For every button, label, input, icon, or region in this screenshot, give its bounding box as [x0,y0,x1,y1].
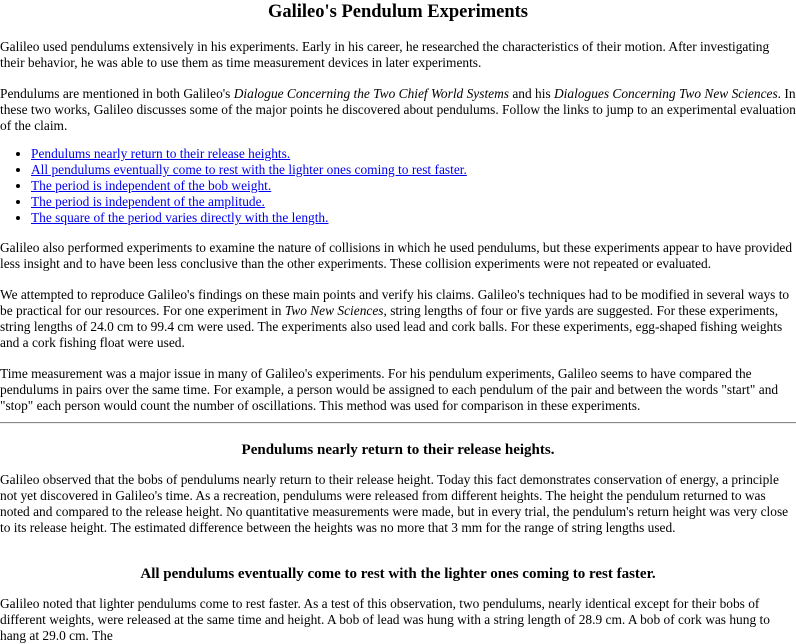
come-to-rest-paragraph: Galileo noted that lighter pendulums come to rest faster. As a test of this observation, two pendulums, nearly identical except for their bobs of different weights, were released at the same time and height. A bob of lead was hung with a string length of 28.9 cm. A bob of cork was hung to hang at 29.0 cm. The [0,596,770,643]
release-heights-paragraph: Galileo observed that the bobs of pendulums nearly return to their release height. Today this fact demonstrates conservation of energy, a principle not yet discovered in Galileo's time. As a recreation, pendulums were released from different heights. The height the pendulum returned to was noted and compared to the release height. No quantitative measurements were made, but in every trial, the pendulum's return height was very close to its release height. The estimated difference between the heights was no more that 3 mm for the range of string lengths used. [0,472,789,535]
claims-link-list [0,146,796,226]
link-period-bob-weight[interactable]: The period is independent of the bob weight. [31,178,272,193]
list-item [31,178,796,194]
methods-paragraph [0,287,796,351]
methods-text-start: We attempted to reproduce Galileo's findings on these main points and verify his claims. Galileo's techniques had to be modified in several ways to be practical for our resources. For one experiment in [0,287,790,318]
section-heading-release-heights: Pendulums nearly return to their release heights. [241,442,555,458]
intro-p2-text-start: Pendulums are mentioned in both Galileo's [0,86,234,101]
collision-paragraph: Galileo also performed experiments to examine the nature of collisions in which he used pendulums, but these experiments appear to have provided less insight and to have been less conclusive than the other experiments. These collision experiments were not repeated or evaluated. [0,240,793,271]
intro-paragraph-2 [0,86,796,134]
section-heading-come-to-rest: All pendulums eventually come to rest with the lighter ones coming to rest faster. [140,566,656,582]
list-item [31,146,796,162]
list-item [31,162,796,178]
link-come-to-rest[interactable]: All pendulums eventually come to rest with the lighter ones coming to rest faster. [31,162,467,177]
page-title: Galileo's Pendulum Experiments [267,2,529,22]
document-page [0,2,796,644]
link-period-amplitude[interactable]: The period is independent of the amplitude. [31,194,265,209]
list-item [31,210,796,226]
methods-text-end: , string lengths of four or five yards are suggested. For these experiments, string lengths of 24.0 cm to 99.4 cm were used. The experiments also used lead and cork balls. For these experiments, egg-shaped fishing weights and a cork fishing float were used. [0,303,783,350]
intro-p2-text-mid: and his [509,86,555,101]
intro-paragraph-1: Galileo used pendulums extensively in his experiments. Early in his career, he researched the characteristics of their motion. After investigating their behavior, he was able to use them as time measurement devices in later experiments. [0,39,770,70]
book-title-new-sciences: Dialogues Concerning Two New Sciences [554,86,778,101]
time-measurement-paragraph: Time measurement was a major issue in many of Galileo's experiments. For his pendulum experiments, Galileo seems to have compared the pendulums in pairs over the same time. For example, a person would be assigned to each pendulum of the pair and between the words "start" and "stop" each person would count the number of oscillations. This method was used for comparison in these experiments. [0,366,779,413]
book-title-two-new-sciences: Two New Sciences [284,303,384,318]
link-release-heights[interactable]: Pendulums nearly return to their release heights. [31,146,291,161]
book-title-dialogue: Dialogue Concerning the Two Chief World Systems [233,86,509,101]
link-period-length[interactable]: The square of the period varies directly with the length. [31,210,329,225]
list-item [31,194,796,210]
intro-p2-text-end: . In these two works, Galileo discusses some of the major points he discovered about pendulums. Follow the links to jump to an experimental evaluation of the claim. [0,86,796,133]
section-divider [0,422,796,424]
